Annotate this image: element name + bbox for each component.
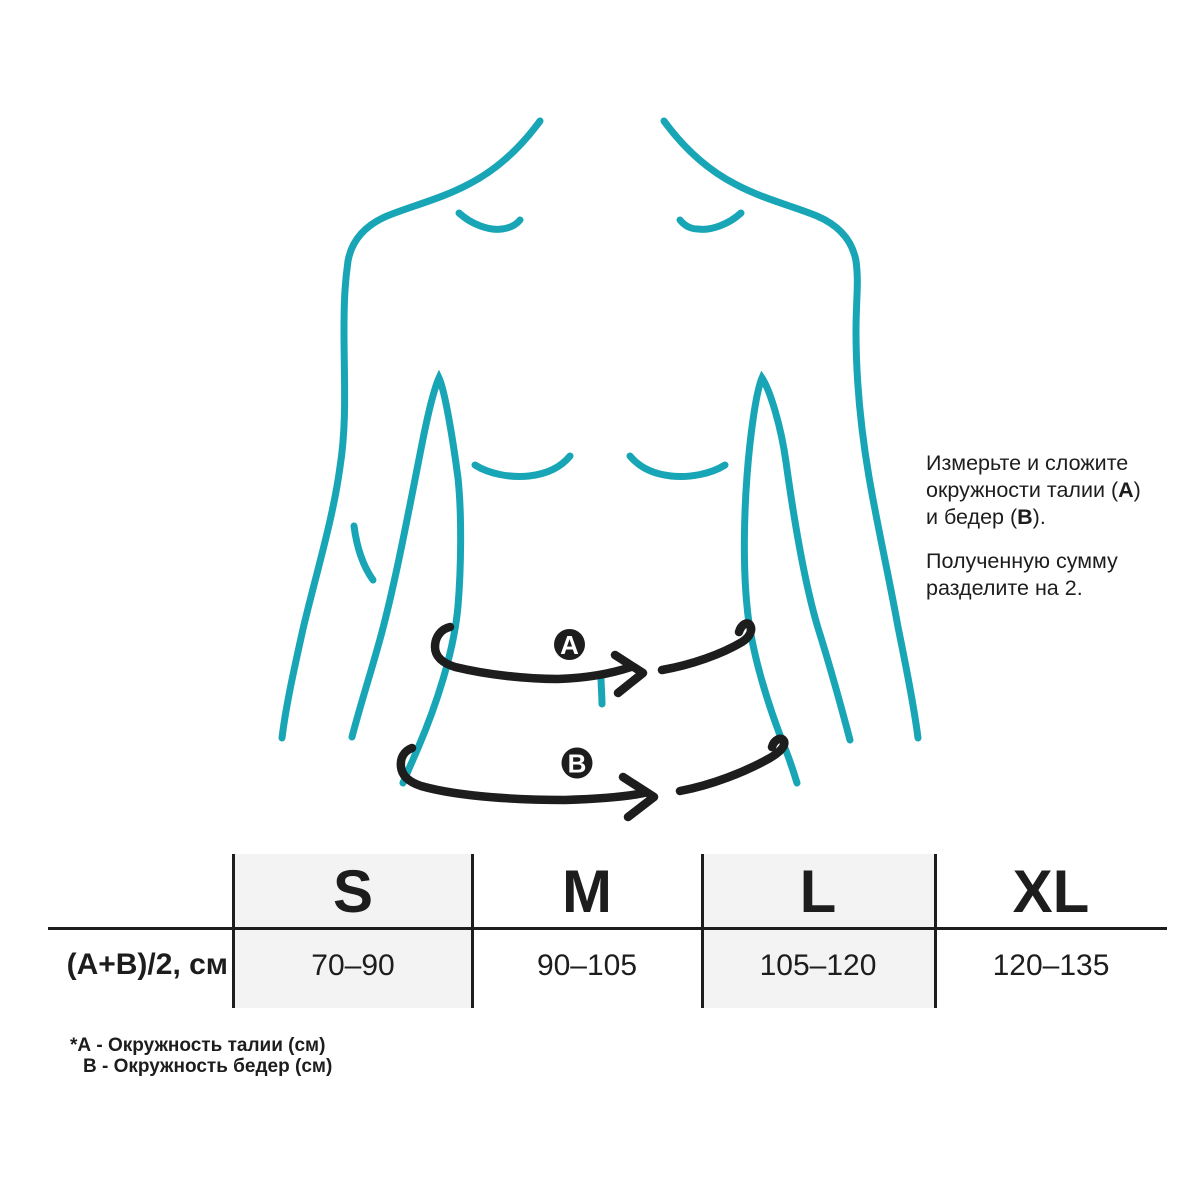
size-column-header-s: S xyxy=(332,858,374,925)
instructions-line-4: Полученную сумму xyxy=(926,549,1118,573)
size-value-s: 70–90 xyxy=(311,949,395,982)
instructions-paragraph-2 xyxy=(926,548,1166,602)
waist-arrow-back-arc xyxy=(662,623,751,670)
size-column-header-m: M xyxy=(562,858,612,925)
torso-outline xyxy=(282,121,918,783)
instructions-line-5: разделите на 2. xyxy=(926,576,1083,600)
size-column-header-l: L xyxy=(799,858,837,925)
instructions-line-3: и бедер (В). xyxy=(926,505,1046,529)
measurement-instructions xyxy=(926,450,1166,602)
instructions-line-2: окружности талии (А) xyxy=(926,478,1141,502)
hip-arrow-main-arc xyxy=(401,748,644,800)
chest-right-line xyxy=(630,456,725,477)
size-value-l: 105–120 xyxy=(759,949,877,982)
size-column-header-xl: XL xyxy=(1012,858,1090,925)
marker-b-letter: В xyxy=(567,748,587,779)
footnote-a: *А - Окружность талии (см) xyxy=(70,1035,326,1056)
table-row-label: (А+В)/2, см xyxy=(66,948,228,981)
navel-line xyxy=(601,676,602,704)
collarbone-right-line xyxy=(680,213,741,229)
waist-arrow xyxy=(435,623,751,693)
elbow-crease-line xyxy=(354,526,373,580)
hip-arrow xyxy=(401,739,785,817)
marker-a-badge xyxy=(554,629,585,660)
size-value-m: 90–105 xyxy=(536,949,638,982)
footnote-b: В - Окружность бедер (см) xyxy=(83,1056,333,1077)
table-vertical-line xyxy=(471,854,474,1008)
instructions-line-1: Измерьте и сложите xyxy=(926,451,1129,475)
marker-a-letter: А xyxy=(560,630,579,660)
size-value-xl: 120–135 xyxy=(992,949,1110,982)
footnotes xyxy=(70,1035,332,1077)
waist-arrow-main-arc xyxy=(435,627,631,679)
collarbone-left-line xyxy=(459,213,520,229)
table-vertical-line xyxy=(701,854,704,1008)
torso-outline-right xyxy=(664,121,918,738)
table-vertical-line xyxy=(232,854,235,1008)
hip-arrow-back-arc xyxy=(680,739,784,791)
side-left-line xyxy=(352,378,461,783)
instructions-paragraph-1 xyxy=(926,450,1166,531)
torso-outline-left xyxy=(282,121,540,738)
marker-b-badge xyxy=(562,748,593,779)
side-right-line xyxy=(744,378,850,783)
table-horizontal-line xyxy=(48,927,1167,930)
chest-left-line xyxy=(475,456,570,477)
table-vertical-line xyxy=(934,854,937,1008)
